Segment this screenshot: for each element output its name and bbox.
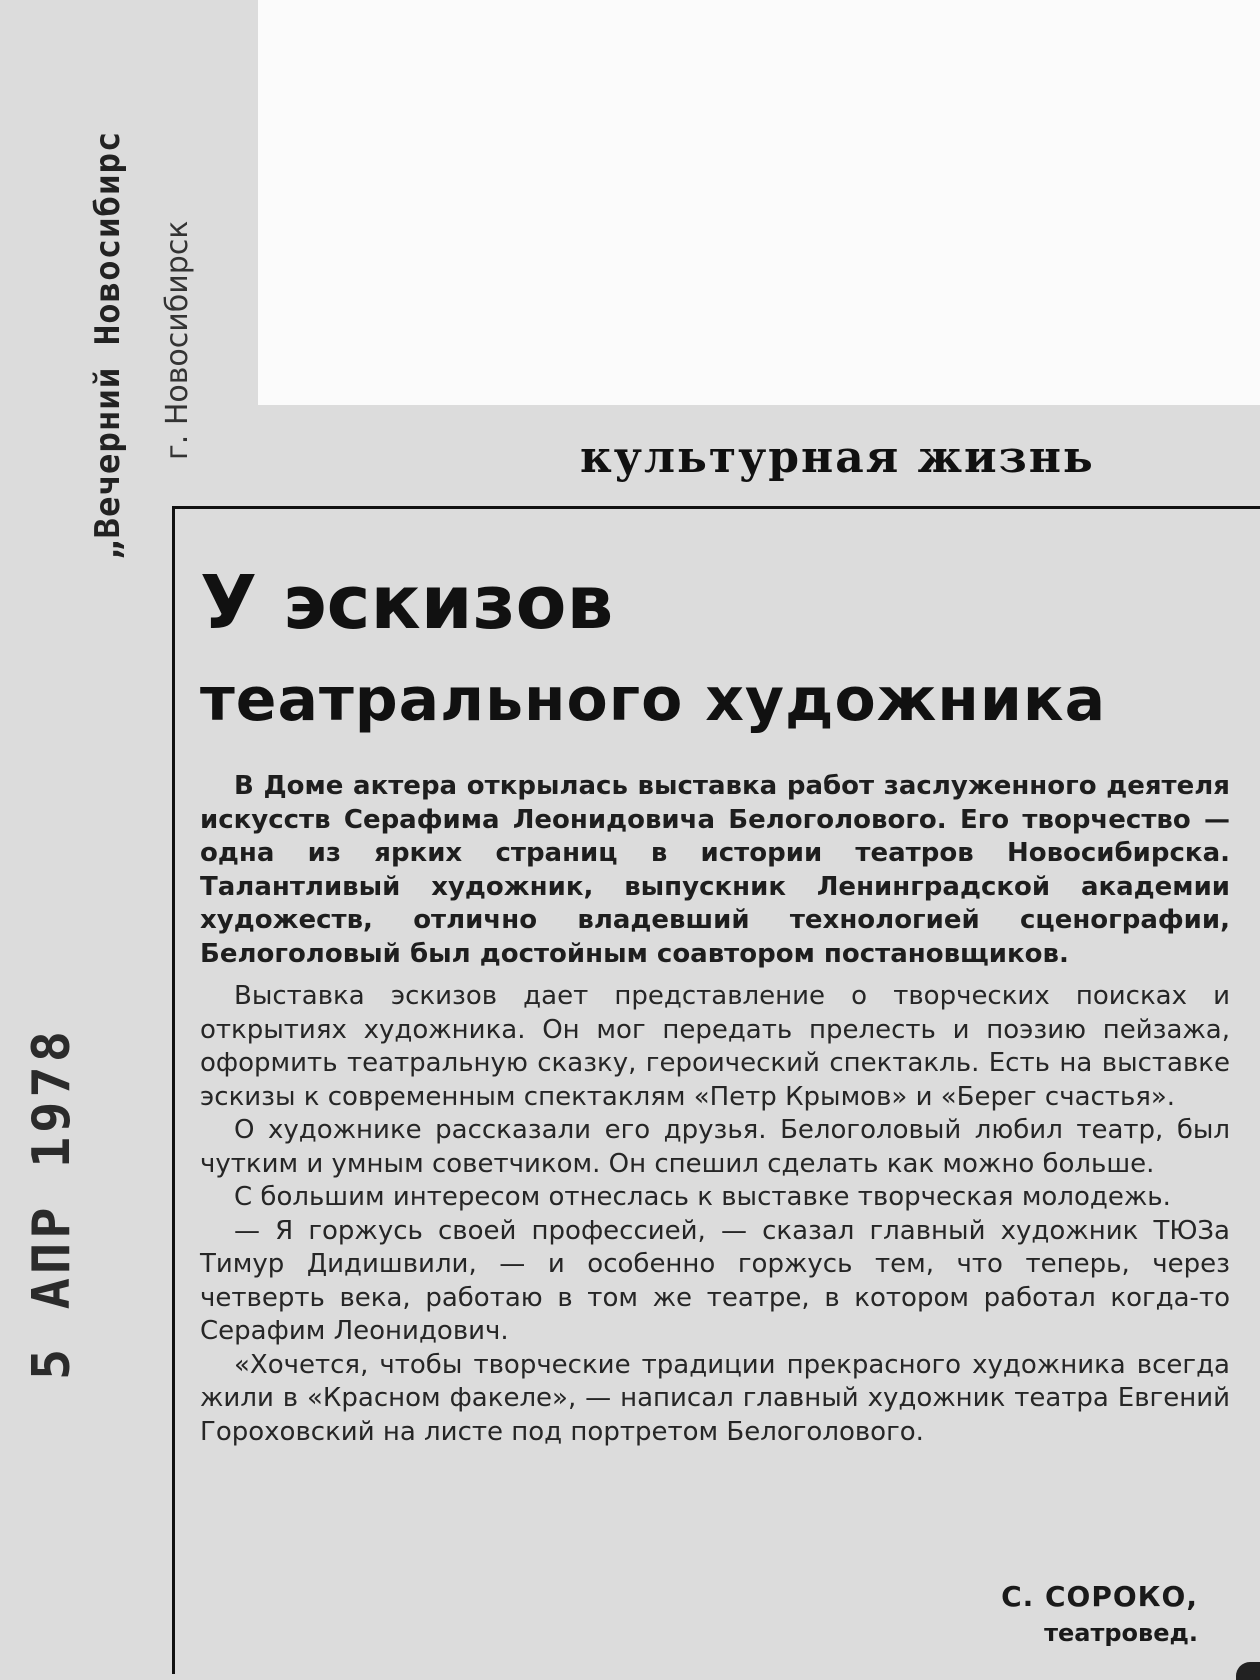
article-paragraph: Выставка эскизов дает представление о творческих поисках и открытиях художника. Он мог передать прелесть и поэзию пейзажа, оформить театральную сказку, героический спектакль. Есть на выставке эскизы к современным спектаклям «Петр Крымов» и «Берег счастья». — [200, 981, 1230, 1112]
stamp-newspaper-name: „Вечерний Новосибирс — [88, 130, 128, 560]
author-name: С. СОРОКО, — [1001, 1580, 1198, 1613]
page-number-fragment — [1236, 1662, 1260, 1680]
article-lead: В Доме актера открылась выставка работ заслуженного деятеля искусств Серафима Леонидовича Белоголового. Его творчество — одна из ярких страниц в истории театров Новосибирска. Талантливый художник, выпускник Ленинградской академии художеств, отлично владевший технологией сценографии, Белоголовый был достойным соавтором постановщиков. — [200, 771, 1230, 969]
headline-line-2: театрального художника — [200, 665, 1107, 735]
article-paragraph: О художнике рассказали его друзья. Белоголовый любил театр, был чутким и умным советчиком. Он спешил сделать как можно больше. — [200, 1115, 1230, 1179]
author-signature — [1001, 1580, 1198, 1647]
stamp-city-name: г. Новосибирск — [160, 220, 195, 460]
newspaper-stamp — [88, 131, 128, 560]
frame-top-rule — [172, 506, 1260, 509]
city-stamp — [160, 221, 195, 460]
article-paragraph: — Я горжусь своей профессией, — сказал главный художник ТЮЗа Тимур Дидишвили, — и особенно горжусь тем, что теперь, через четверть века, работаю в том же театре, в котором работал когда-то Серафим Леонидович. — [200, 1215, 1230, 1346]
frame-left-rule — [172, 506, 175, 1674]
date-stamp: 5 АПР 1978 — [22, 1026, 82, 1380]
blank-area — [258, 0, 1260, 405]
headline-line-1: У эскизов — [200, 560, 614, 646]
article-body — [200, 980, 1230, 1449]
article-paragraph: С большим интересом отнеслась к выставке творческая молодежь. — [234, 1182, 1171, 1212]
section-header: культурная жизнь — [580, 432, 1095, 483]
article-paragraph: «Хочется, чтобы творческие традиции прекрасного художника всегда жили в «Красном факеле», — написал главный художник театра Евгений Гороховский на листе под портретом Белоголового. — [200, 1349, 1230, 1447]
author-role: театровед. — [1044, 1619, 1198, 1647]
